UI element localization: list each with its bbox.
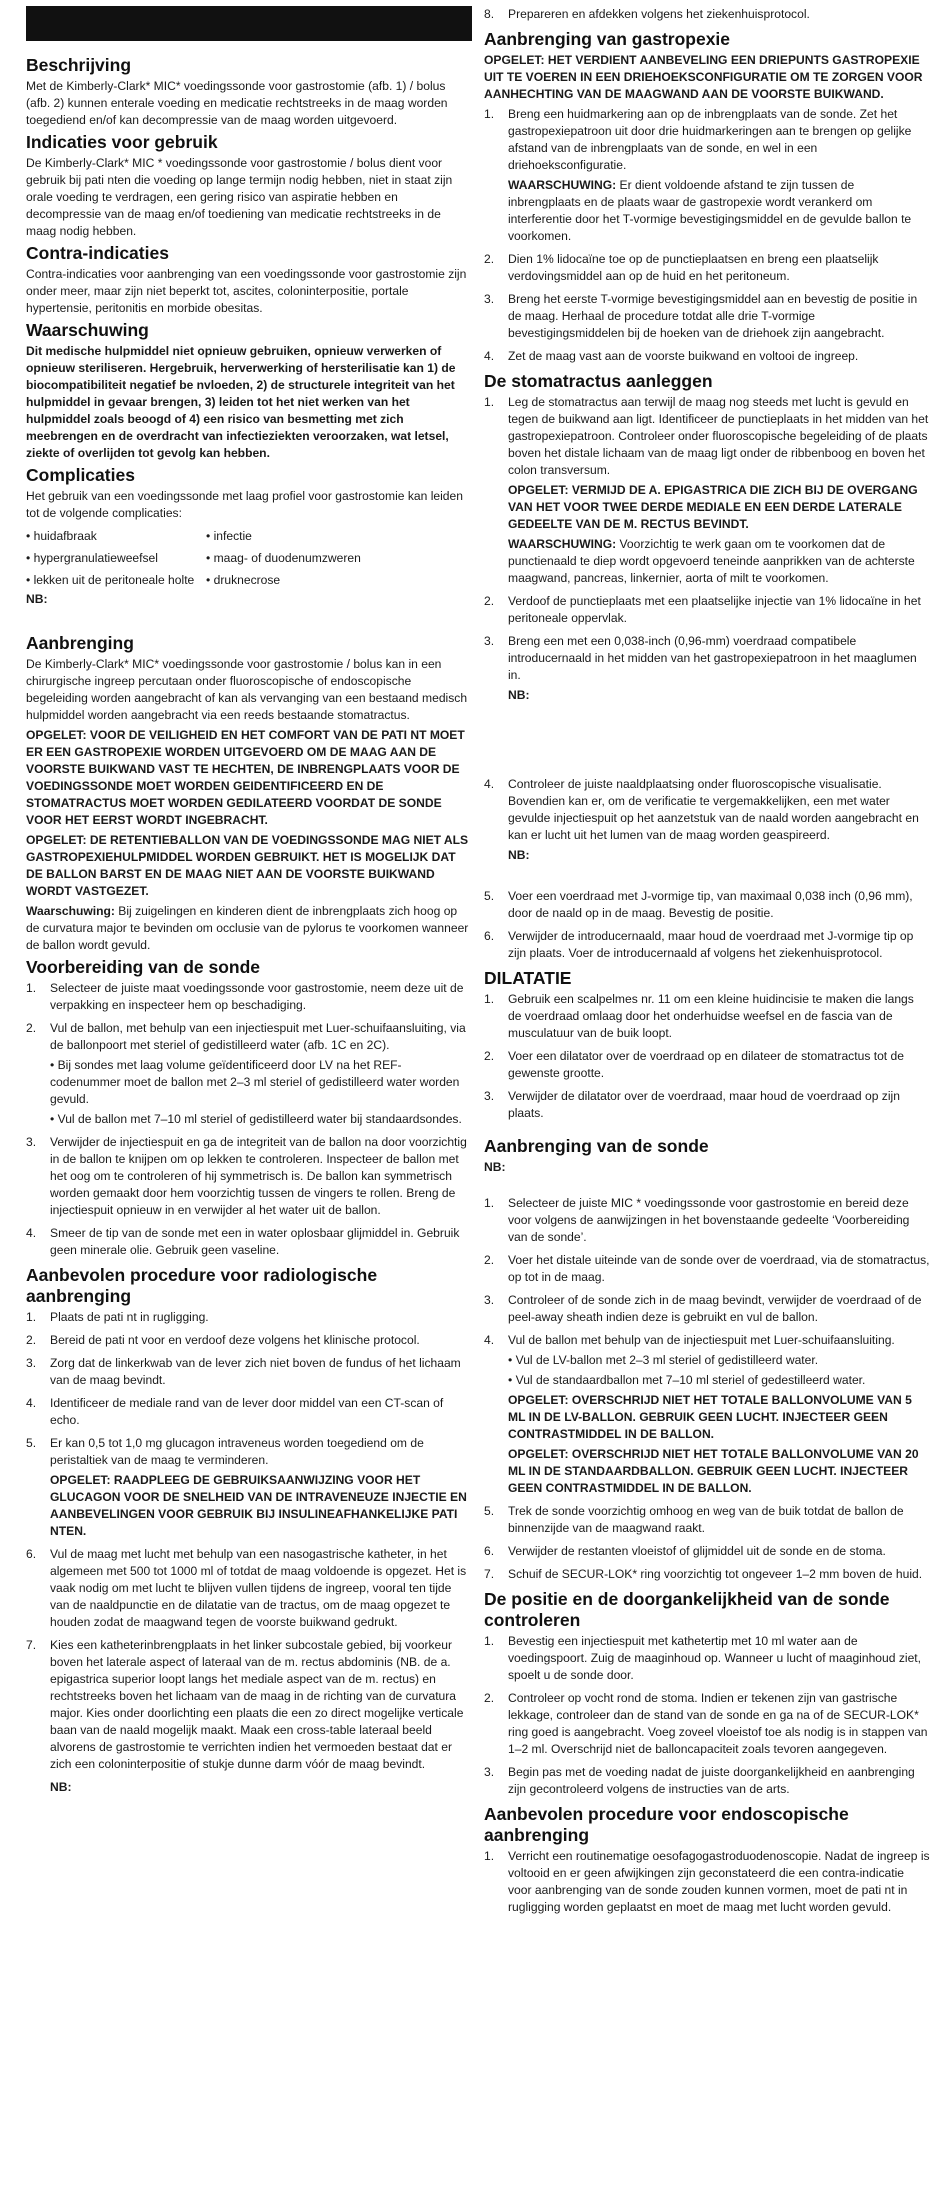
item-number: 5.	[26, 1436, 37, 1450]
endoscopisch-heading: Aanbevolen procedure voor endoscopische aanbrenging	[484, 1804, 849, 1845]
list-item	[26, 1546, 472, 1631]
item-number: 4.	[26, 1226, 37, 1240]
item-text: Kies een katheterinbrengplaats in het linker subcostale gebied, bij voorkeur boven het laterale aspect of lateraal van de m. rectus abdominis (NB. de a. epigastrica superior loopt langs het mediale aspect van de m. rectus) en rechtstreeks boven het lichaam van de maag in de richting van de curvatura major. Kies onder doorlichting een plaats die een zo direct mogelijke verticale baan van de naald mogelijk maakt. Maak een cross-table lateraal beeld alvorens de gastrostomie te verrichten indien het vermoeden bestaat dat er zich een coloninterpositie of stukje dunne darm vóór de maag bevindt.	[50, 1638, 464, 1771]
list-item: • lekken uit de peritoneale holte	[26, 573, 195, 587]
list-item	[484, 633, 930, 770]
item-number: 2.	[484, 1691, 495, 1705]
contra-text: Contra-indicaties voor aanbrenging van een voedingssonde voor gastrostomie zijn onder meer, maar zijn niet beperkt tot, ascites, coloninterpositie, portale hypertensie, peritonitis en morbide obesitas.	[26, 267, 467, 315]
item-text: Breng het eerste T-vormige bevestigingsmiddel aan en bevestig de positie in de maag. Herhaal de procedure totdat alle drie T-vormige bevestigingsmiddelen bij de hoeken van de driehoek zijn aangebracht.	[508, 292, 918, 340]
list-item	[484, 1252, 930, 1286]
item-number: 1.	[26, 1310, 37, 1324]
left-column	[26, 6, 472, 1799]
list-item	[484, 776, 930, 882]
stomatractus-list	[484, 394, 930, 962]
item-text: Leg de stomatractus aan terwijl de maag nog steeds met lucht is gevuld en tegen de buikwand aan ligt. Identificeer de punctieplaats in het midden van het gastropexiepatroon. Controleer onder fluoroscopische begeleiding of de plaats boven het distale lichaam van de maag ligt onder de ribbenboog en boven het colon transversum.	[508, 395, 929, 477]
list-item: • druknecrose	[206, 573, 281, 587]
list-item	[484, 888, 930, 922]
nb-label: NB:	[508, 848, 530, 862]
list-item	[484, 1195, 930, 1246]
list-item	[26, 980, 472, 1014]
item-number: 4.	[484, 349, 495, 363]
list-item	[26, 1225, 472, 1259]
contra-heading: Contra-indicaties	[26, 243, 169, 263]
beschrijving-heading: Beschrijving	[26, 55, 132, 75]
item-text: Gebruik een scalpelmes nr. 11 om een kleine huidincisie te maken die langs de voerdraad omlaag door het onderhuidse weefsel en de fascia van de musculatuur van de buik loopt.	[508, 992, 914, 1040]
item-number: 3.	[26, 1135, 37, 1149]
waarschuwing-text: Dit medische hulpmiddel niet opnieuw gebruiken, opnieuw verwerken of opnieuw steriliseren. Hergebruik, herverwerking of hersterilisatie kan 1) de biocompatibiliteit negatief be nvloeden, 2) de structurele integriteit van het hulpmiddel in gevaar brengen, 3) leiden tot het niet werken van het hulpmiddel zoals beoogd of 4) een risico van besmetting met zich meebrengen en de overdracht van infectieziekten veroorzaken, wat letsel, ziekte of overlijden tot gevolg kan hebben.	[26, 344, 456, 460]
item-text: Vul de maag met lucht met behulp van een nasogastrische katheter, in het algemeen met 500 tot 1000 ml of totdat de maag voldoende is opgezet. Het is vaak nodig om met lucht te blijven vullen tijdens de ingreep, vooral ten tijde van de naaldpunctie en de dilatatie van de tractus, om de maag opgezet te houden zodat de maagwand tegen de voorste buikwand gedrukt.	[50, 1547, 467, 1629]
item-text: Selecteer de juiste maat voedingssonde voor gastrostomie, neem deze uit de verpakking en inspecteer hem op beschadiging.	[50, 981, 464, 1012]
list-item	[484, 1633, 930, 1684]
item-text: Verwijder de introducernaald, maar houd de voerdraad met J-vormige tip op zijn plaats. Voer de introducernaald af volgens het ziekenhuisprotocol.	[508, 929, 914, 960]
waarschuwing-heading: Waarschuwing	[26, 320, 149, 340]
list-item	[484, 1048, 930, 1082]
indicaties-heading: Indicaties voor gebruik	[26, 132, 218, 152]
item-number: 6.	[484, 929, 495, 943]
item-text: Dien 1% lidocaïne toe op de punctieplaatsen en breng een plaatselijk verdovingsmiddel aan op de huid en het peritoneum.	[508, 252, 879, 283]
list-item	[484, 928, 930, 962]
item-text: Controleer de juiste naaldplaatsing onder fluoroscopische visualisatie. Bovendien kan er, om de verificatie te vergemakkelijken, een met water gevulde injectiespuit op het aanzetstuk van de naald worden aangebracht en kan er lucht uit het lumen van de maag worden geaspireerd.	[508, 777, 919, 842]
beschrijving-text: Met de Kimberly-Clark* MIC* voedingssonde voor gastrostomie (afb. 1) / bolus (afb. 2) kunnen enterale voeding en medicatie rechtstreeks in de maag worden toegediend en/of kan decompressie van de maag worden uitgevoerd.	[26, 79, 448, 127]
radiologisch-heading: Aanbevolen procedure voor radiologische aanbrenging	[26, 1265, 378, 1306]
item-text: Begin pas met de voeding nadat de juiste doorgankelijkheid en aanbrenging zijn gecontroleerd volgens de instructies van de arts.	[508, 1765, 915, 1796]
item-text: Verwijder de injectiespuit en ga de integriteit van de ballon na door voorzichtig in de ballon te knijpen om op lekken te controleren. Inspecteer de ballon met het oog om te controleren of hij symmetrisch is. De ballon kan symmetrisch worden gemaakt door hem voorzichtig tussen de vingers te rollen. Breng de injectiespuit opnieuw in en verwijder al het water uit de ballon.	[50, 1135, 467, 1217]
item-text: Trek de sonde voorzichtig omhoog en weg van de buik totdat de ballon de binnenzijde van de maagwand raakt.	[508, 1504, 904, 1535]
item-number: 3.	[26, 1356, 37, 1370]
item-number: 2.	[484, 252, 495, 266]
continued-list	[484, 6, 930, 23]
stomatractus-heading: De stomatractus aanleggen	[484, 371, 713, 391]
item-number: 1.	[484, 395, 495, 409]
indicaties-text: De Kimberly-Clark* MIC * voedingssonde voor gastrostomie / bolus dient voor gebruik bij pati nten die voeding op lange termijn nodig hebben, niet in staat zijn orale voeding te verdragen, een gering risico van aspiratie hebben en decompressie van de maag en/of toediening van medicatie rechtstreeks in de maag nodig hebben.	[26, 156, 453, 238]
caution-text: OPGELET: OVERSCHRIJD NIET HET TOTALE BALLONVOLUME VAN 20 ML IN DE STANDAARDBALLON. GEBRUIK GEEN LUCHT. INJECTEER GEEN CONTRASTMIDDEL IN DE BALLON.	[508, 1447, 919, 1495]
list-item	[26, 1332, 472, 1349]
item-number: 7.	[484, 1567, 495, 1581]
aanbrenging-opgelet-1: OPGELET: VOOR DE VEILIGHEID EN HET COMFORT VAN DE PATI NT MOET ER EEN GASTROPEXIE WORDEN UITGEVOERD OM DE MAAG AAN DE VOORSTE BUIKWAND VAST TE HECHTEN, DE INBRENGPLAATS VOOR DE VOEDINGSSONDE MOET WORDEN GEIDENTIFICEERD EN DE STOMATRACTUS MOET WORDEN GEDILATEERD VOORDAT DE SONDE VOOR HET EERST WORDT INGEBRACHT.	[26, 728, 465, 827]
item-text: Smeer de tip van de sonde met een in water oplosbaar glijmiddel in. Gebruik geen minerale olie. Gebruik geen vaseline.	[50, 1226, 460, 1257]
positie-heading: De positie en de doorgankelijkheid van de sonde controleren	[484, 1589, 890, 1630]
aanbrenging-warning	[26, 903, 472, 954]
item-number: 1.	[484, 1634, 495, 1648]
item-number: 3.	[484, 1293, 495, 1307]
caution-text: OPGELET: RAADPLEEG DE GEBRUIKSAANWIJZING VOOR HET GLUCAGON VOOR DE SNELHEID VAN DE INTRAVENEUZE INJECTIE EN AANBEVELINGEN VOOR GEBRUIK BIJ INSULINEAFHANKELIJKE PATI NTEN.	[50, 1473, 467, 1538]
radiologisch-nb: NB:	[50, 1780, 72, 1794]
dilatatie-heading: DILATATIE	[484, 968, 572, 988]
list-item	[484, 251, 930, 285]
voorbereiding-heading: Voorbereiding van de sonde	[26, 957, 261, 977]
item-number: 7.	[26, 1638, 37, 1652]
item-number: 4.	[26, 1396, 37, 1410]
item-number: 6.	[26, 1547, 37, 1561]
item-text: Prepareren en afdekken volgens het ziekenhuisprotocol.	[508, 7, 810, 21]
gastropexie-list	[484, 106, 930, 365]
item-text: Verwijder de dilatator over de voerdraad, maar houd de voerdraad op zijn plaats.	[508, 1089, 900, 1120]
list-item	[26, 1395, 472, 1429]
list-item	[26, 1355, 472, 1389]
item-number: 1.	[484, 1849, 495, 1863]
aanbrenging-opgelet-2: OPGELET: DE RETENTIEBALLON VAN DE VOEDINGSSONDE MAG NIET ALS GASTROPEXIEHULPMIDDEL WORDEN GEBRUIKT. HET IS MOGELIJK DAT DE BALLON BARST EN DE MAAG NIET AAN DE VOORSTE BUIKWAND WORDT VASTGEZET.	[26, 833, 469, 898]
item-number: 3.	[484, 292, 495, 306]
list-item	[484, 1764, 930, 1798]
header-black-bar	[26, 6, 472, 41]
radiologisch-list	[26, 1309, 472, 1773]
item-text: Bereid de pati nt voor en verdoof deze volgens het klinische protocol.	[50, 1333, 420, 1347]
item-number: 4.	[484, 1333, 495, 1347]
warning-text: Er dient voldoende afstand te zijn tussen de inbrengplaats en de plaats waar de gastropexie wordt verankerd om interferentie door het T-vormige bevestigingsmiddel en de gevulde ballon te voorkomen.	[508, 178, 912, 243]
list-item	[26, 1134, 472, 1219]
sub-bullet: • Vul de LV-ballon met 2–3 ml steriel of gedistilleerd water.	[508, 1353, 819, 1367]
gastropexie-opgelet: OPGELET: HET VERDIENT AANBEVELING EEN DRIEPUNTS GASTROPEXIE UIT TE VOEREN IN EEN DRIEHOEKSCONFIGURATIE OM TE ZORGEN VOOR AANHECHTING VAN DE MAAGWAND AAN DE VOORSTE BUIKWAND.	[484, 53, 923, 101]
list-item	[26, 1637, 472, 1773]
dilatatie-list	[484, 991, 930, 1122]
item-number: 1.	[484, 992, 495, 1006]
sub-bullet: • Bij sondes met laag volume geïdentificeerd door LV na het REF-codenummer moet de ballon met 2–3 ml steriel of gedistilleerd water worden gevuld.	[50, 1058, 460, 1106]
gastropexie-heading: Aanbrenging van gastropexie	[484, 29, 731, 49]
list-item	[26, 1309, 472, 1326]
sub-bullet: • Vul de standaardballon met 7–10 ml steriel of gedestilleerd water.	[508, 1373, 866, 1387]
sub-bullet: • Vul de ballon met 7–10 ml steriel of gedistilleerd water bij standaardsondes.	[50, 1112, 462, 1126]
item-text: Voer een voerdraad met J-vormige tip, van maximaal 0,038 inch (0,96 mm), door de naald op in de maag. Bevestig de positie.	[508, 889, 913, 920]
item-number: 3.	[484, 634, 495, 648]
list-item	[484, 291, 930, 342]
item-text: Plaats de pati nt in rugligging.	[50, 1310, 209, 1324]
list-item	[484, 1848, 930, 1916]
list-item	[484, 1566, 930, 1583]
caution-text: OPGELET: VERMIJD DE A. EPIGASTRICA DIE ZICH BIJ DE OVERGANG VAN HET VOOR TWEE DERDE MEDIALE EN EEN DERDE LATERALE GEDEELTE VAN DE M. RECTUS BEVINDT.	[508, 483, 918, 531]
item-text: Bevestig een injectiespuit met kathetertip met 10 ml water aan de voedingspoort. Zuig de maaginhoud op. Wanneer u lucht of maaginhoud ziet, spoelt u de sonde door.	[508, 1634, 922, 1682]
item-text: Zorg dat de linkerkwab van de lever zich niet boven de fundus of het lichaam van de maag bevindt.	[50, 1356, 461, 1387]
voorbereiding-list	[26, 980, 472, 1259]
warning-paragraph	[508, 536, 930, 587]
list-item	[484, 1690, 930, 1758]
item-number: 3.	[484, 1089, 495, 1103]
item-number: 5.	[484, 889, 495, 903]
list-item	[484, 1292, 930, 1326]
item-number: 2.	[484, 594, 495, 608]
right-column	[484, 6, 930, 1922]
item-number: 4.	[484, 777, 495, 791]
item-number: 5.	[484, 1504, 495, 1518]
item-text: Verdoof de punctieplaats met een plaatselijke injectie van 1% lidocaïne in het peritoneale oppervlak.	[508, 594, 921, 625]
warning-label: Waarschuwing:	[26, 904, 115, 918]
complicaties-heading: Complicaties	[26, 465, 135, 485]
item-number: 2.	[484, 1253, 495, 1267]
item-text: Vul de ballon, met behulp van een injectiespuit met Luer-schuifaansluiting, via de ballonpoort met steriel of gedistilleerd water (afb. 1C en 2C).	[50, 1021, 466, 1052]
endoscopisch-list	[484, 1848, 930, 1916]
warning-label: WAARSCHUWING:	[508, 537, 617, 551]
complicaties-text: Het gebruik van een voedingssonde met laag profiel voor gastrostomie kan leiden tot de volgende complicaties:	[26, 489, 463, 520]
list-item	[26, 1020, 472, 1128]
item-text: Voer het distale uiteinde van de sonde over de voerdraad, via de stomatractus, op tot in de maag.	[508, 1253, 930, 1284]
sonde-nb: NB:	[484, 1160, 506, 1174]
list-item	[484, 1088, 930, 1122]
caution-text: OPGELET: OVERSCHRIJD NIET HET TOTALE BALLONVOLUME VAN 5 ML IN DE LV-BALLON. GEBRUIK GEEN LUCHT. INJECTEER GEEN CONTRASTMIDDEL IN DE BALLON.	[508, 1393, 912, 1441]
list-item	[484, 593, 930, 627]
list-item	[26, 1435, 472, 1540]
item-text: Breng een met een 0,038-inch (0,96-mm) voerdraad compatibele introducernaald in het midden van het gastropexiepatroon in het maaglumen in.	[508, 634, 917, 682]
nb-label: NB:	[508, 688, 530, 702]
item-number: 1.	[484, 1196, 495, 1210]
item-text: Selecteer de juiste MIC * voedingssonde voor gastrostomie en bereid deze voor volgens de aanwijzingen in het bovenstaande gedeelte ‘Voorbereiding van de sonde’.	[508, 1196, 910, 1244]
item-text: Zet de maag vast aan de voorste buikwand en voltooi de ingreep.	[508, 349, 859, 363]
item-text: Vul de ballon met behulp van de injectiespuit met Luer-schuifaansluiting.	[508, 1333, 895, 1347]
list-item	[484, 1543, 930, 1560]
item-text: Verwijder de restanten vloeistof of glijmiddel uit de sonde en de stoma.	[508, 1544, 886, 1558]
item-text: Identificeer de mediale rand van de lever door middel van een CT-scan of echo.	[50, 1396, 444, 1427]
list-item: • hypergranulatieweefsel	[26, 551, 158, 565]
item-number: 8.	[484, 7, 495, 21]
list-item	[484, 348, 930, 365]
complicaties-nb: NB:	[26, 592, 48, 606]
item-text: Er kan 0,5 tot 1,0 mg glucagon intraveneus worden toegediend om de peristaltiek van de maag te verminderen.	[50, 1436, 424, 1467]
aanbrenging-heading: Aanbrenging	[26, 633, 134, 653]
complicaties-list	[26, 525, 472, 591]
item-text: Controleer op vocht rond de stoma. Indien er tekenen zijn van gastrische lekkage, controleer dan de stand van de sonde en ga na of de SECUR-LOK* ring goed is aangebracht. Voeg zoveel vloeistof toe als nodig is in stappen van 1–2 ml. Overschrijd niet de balloncapaciteit zoals tevoren aangegeven.	[508, 1691, 928, 1756]
list-item	[484, 1503, 930, 1537]
list-item	[484, 6, 930, 23]
item-text: Breng een huidmarkering aan op de inbrengplaats van de sonde. Zet het gastropexiepatroon uit door drie huidmarkeringen aan te brengen op gelijke afstand van de inbrengplaats van de sonde, en wel in een driehoeksconfiguratie.	[508, 107, 912, 172]
warning-paragraph	[508, 177, 930, 245]
item-number: 2.	[26, 1021, 37, 1035]
warning-text: Bij zuigelingen en kinderen dient de inbrengplaats zich hoog op de curvatura major te bevinden om occlusie van de pylorus te voorkomen wanneer de ballon wordt gevuld.	[26, 904, 469, 952]
warning-text: Voorzichtig te werk gaan om te voorkomen dat de punctienaald te diep wordt opgevoerd teneinde aanprikken van de achterste maagwand, pancreas, linkernier, aorta of milt te voorkomen.	[508, 537, 915, 585]
item-text: Controleer of de sonde zich in de maag bevindt, verwijder de voerdraad of de peel-away sheath indien deze is gebruikt en vul de ballon.	[508, 1293, 922, 1324]
warning-label: WAARSCHUWING:	[508, 178, 617, 192]
list-item	[484, 991, 930, 1042]
item-number: 2.	[484, 1049, 495, 1063]
item-text: Schuif de SECUR-LOK* ring voorzichtig tot ongeveer 1–2 mm boven de huid.	[508, 1567, 923, 1581]
item-text: Voer een dilatator over de voerdraad op en dilateer de stomatractus tot de gewenste grootte.	[508, 1049, 904, 1080]
item-number: 2.	[26, 1333, 37, 1347]
list-item	[484, 106, 930, 245]
list-item	[484, 394, 930, 587]
list-item	[484, 1332, 930, 1497]
sonde-heading: Aanbrenging van de sonde	[484, 1136, 709, 1156]
aanbrenging-text: De Kimberly-Clark* MIC* voedingssonde voor gastrostomie / bolus kan in een chirurgische ingreep percutaan onder fluoroscopische of endoscopische begeleiding worden aangebracht of kan als vervanging van een bestaand medisch hulpmiddel worden aangebracht via een reeds bestaande stomatractus.	[26, 657, 468, 722]
list-item: • huidafbraak	[26, 529, 97, 543]
list-item: • infectie	[206, 529, 252, 543]
item-number: 6.	[484, 1544, 495, 1558]
item-text: Verricht een routinematige oesofagogastroduodenoscopie. Nadat de ingreep is voltooid en er geen afwijkingen zijn geconstateerd die een contra-indicatie voor aanbrenging van de sonde zouden kunnen vormen, moet de pati nt in rugligging worden geplaatst en moet de maag met lucht worden gevuld.	[508, 1849, 930, 1914]
item-number: 1.	[484, 107, 495, 121]
item-number: 1.	[26, 981, 37, 995]
positie-list	[484, 1633, 930, 1798]
sonde-list	[484, 1195, 930, 1583]
list-item: • maag- of duodenumzweren	[206, 551, 361, 565]
item-number: 3.	[484, 1765, 495, 1779]
